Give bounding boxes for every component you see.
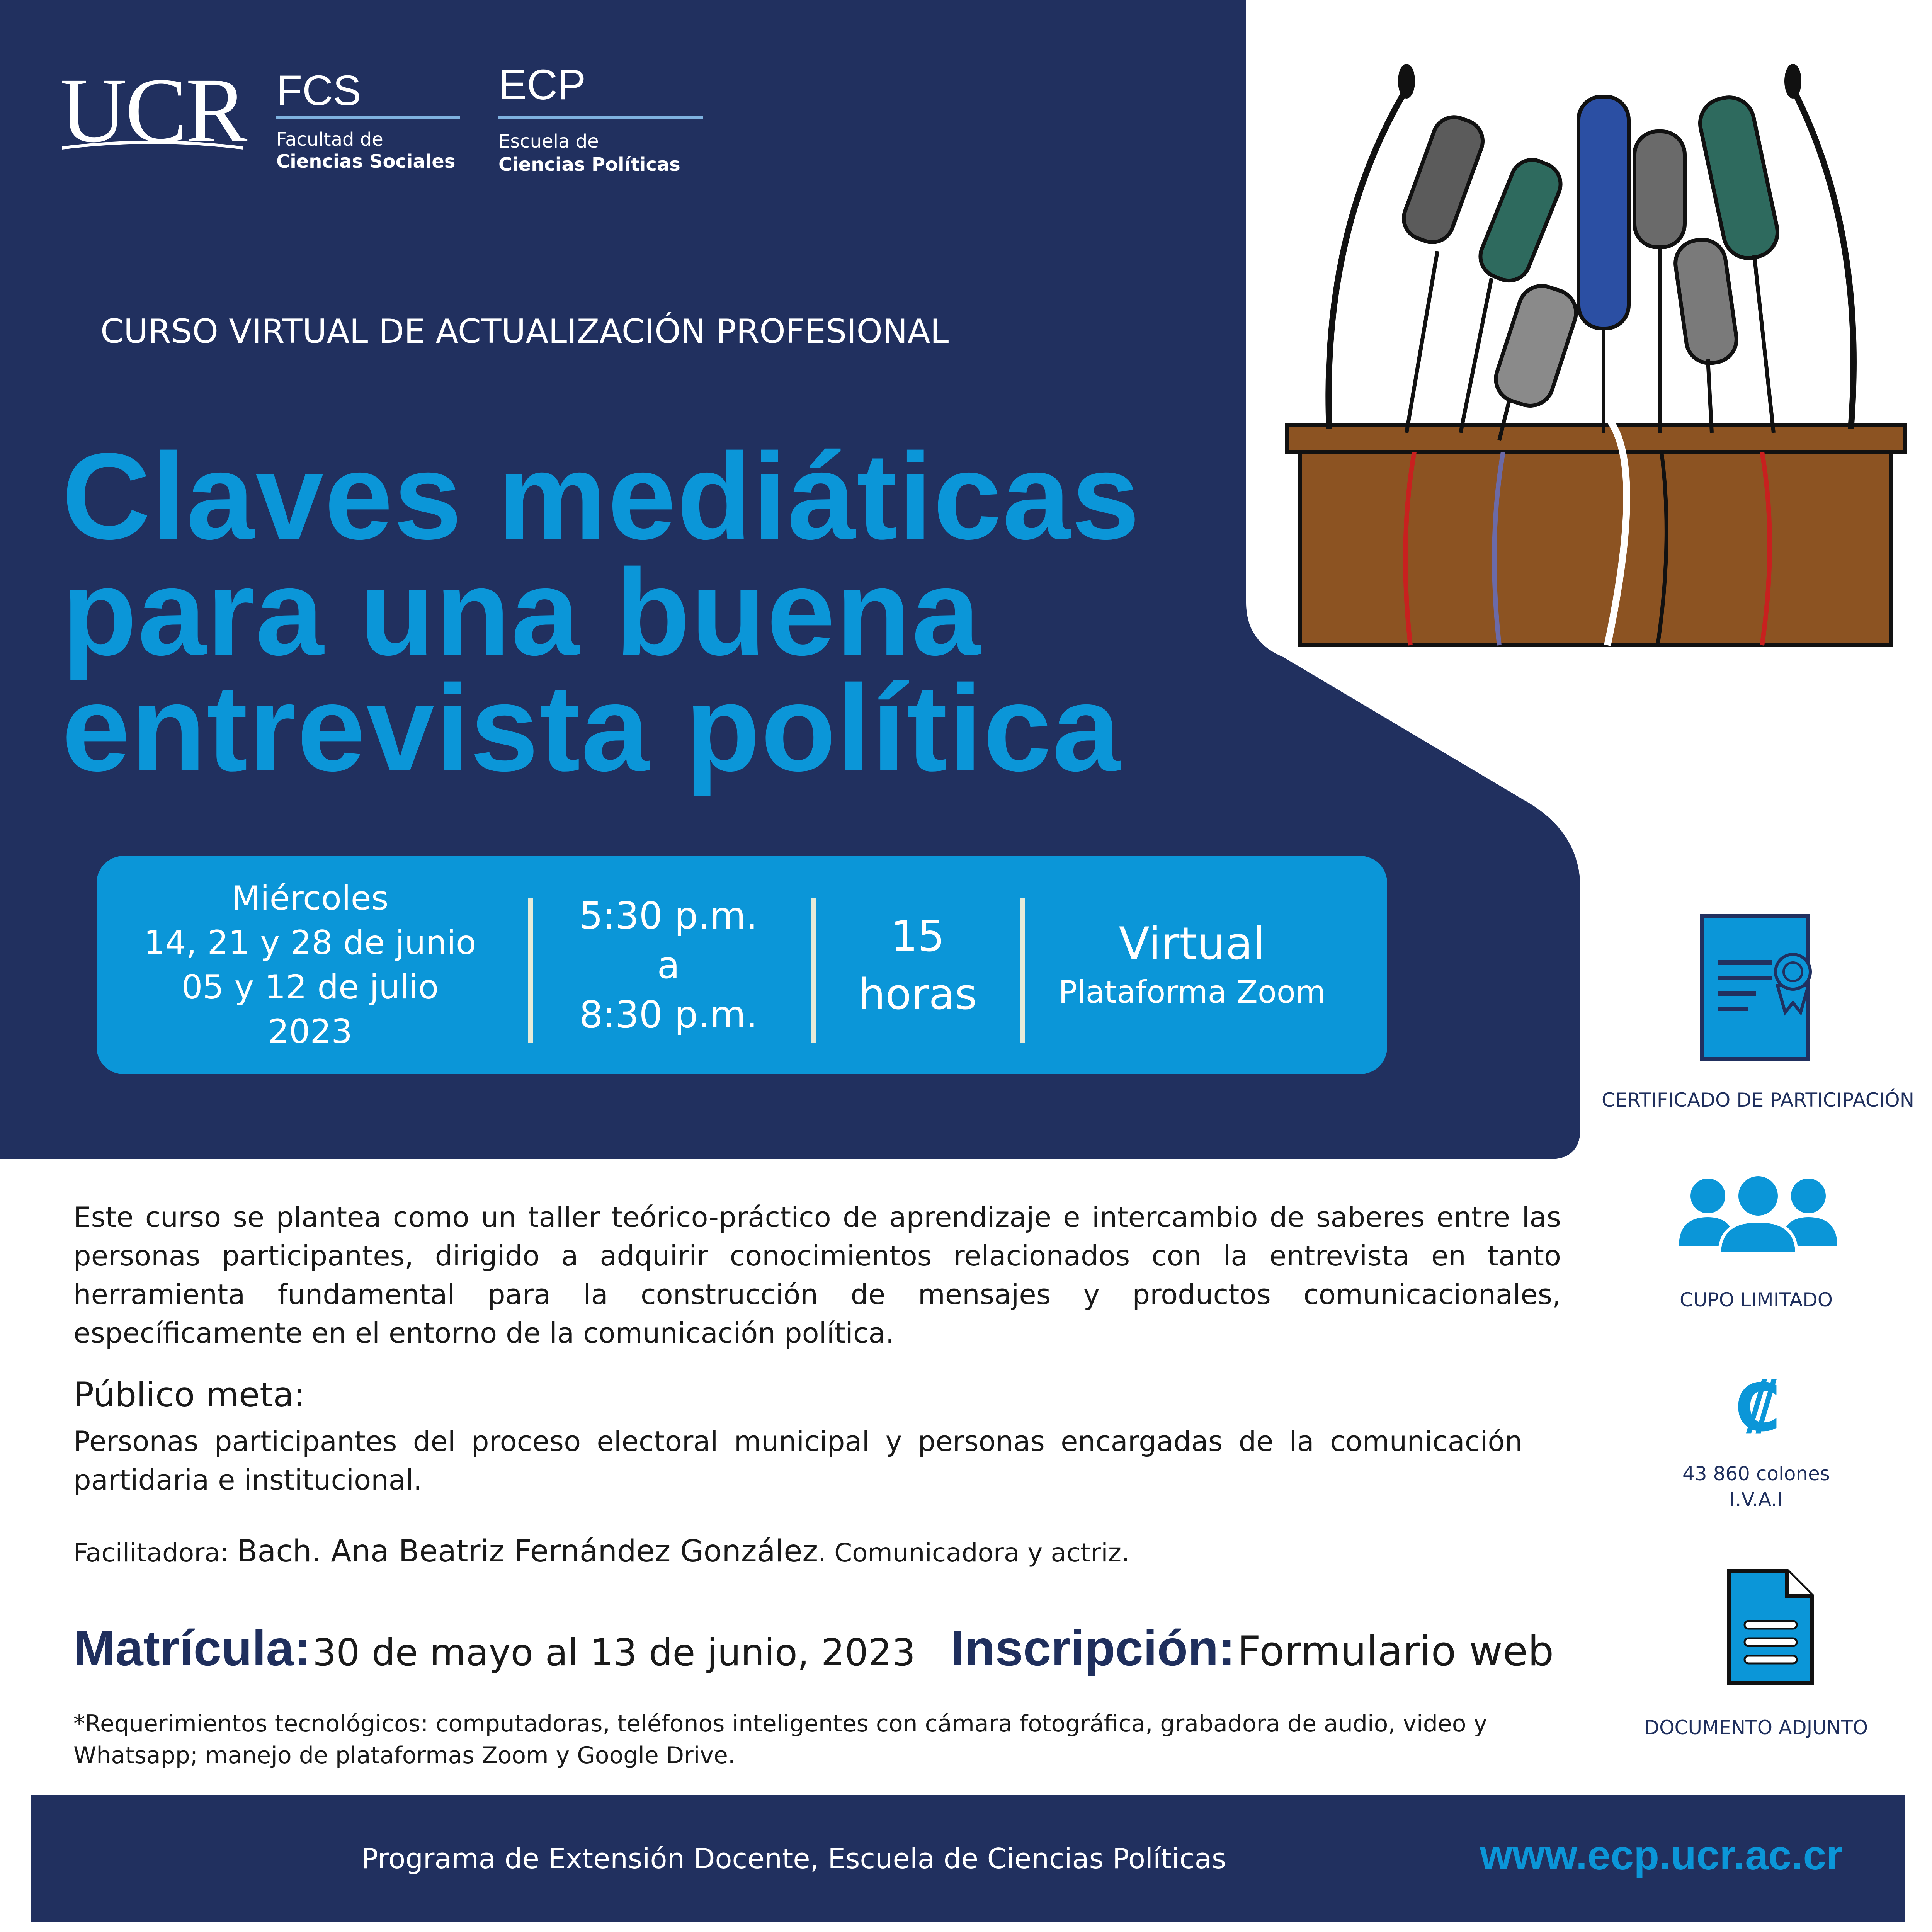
- ucr-logo: UCR: [60, 59, 246, 162]
- certificate-label: CERTIFICADO DE PARTICIPACIÓN: [1602, 1089, 1915, 1111]
- footer-program: Programa de Extensión Docente, Escuela de Ciencias Políticas: [361, 1842, 1226, 1875]
- dates-july: 05 y 12 de julio: [181, 968, 439, 1007]
- schedule-box: [97, 856, 1387, 1074]
- hours-number: 15: [891, 911, 945, 961]
- separator: [1020, 898, 1025, 1043]
- title-line: Claves mediáticas: [62, 428, 1141, 565]
- facilitator-desc: . Comunicadora y actriz.: [818, 1538, 1130, 1568]
- dates-june: 14, 21 y 28 de junio: [144, 923, 476, 962]
- fcs-abbr: FCS: [276, 67, 361, 114]
- time-end: 8:30 p.m.: [579, 993, 758, 1036]
- registration-form-link[interactable]: Formulario web: [1237, 1628, 1554, 1675]
- course-type: CURSO VIRTUAL DE ACTUALIZACIÓN PROFESIONAL: [100, 312, 949, 351]
- ecp-line2: Ciencias Políticas: [498, 154, 680, 175]
- year-text: 2023: [268, 1012, 352, 1051]
- price-text: 43 860 colones: [1682, 1463, 1830, 1485]
- ecp-rule: [498, 116, 703, 119]
- enrollment-label: Matrícula:: [73, 1620, 311, 1676]
- tax-text: I.V.A.I: [1729, 1488, 1783, 1511]
- enrollment-line: [73, 1619, 915, 1677]
- hours-column: [817, 856, 1018, 1074]
- separator: [528, 898, 533, 1043]
- time-sep: a: [657, 943, 680, 987]
- course-title: [62, 428, 1141, 797]
- fcs-line1: Facultad de: [276, 129, 383, 150]
- days-text: Miércoles: [231, 879, 389, 918]
- audience-heading: Público meta:: [73, 1375, 306, 1415]
- course-description: Este curso se plantea como un taller teórico-práctico de aprendizaje e intercambio de saberes entre las personas participantes, dirigido a adquirir conocimientos relacionados con la entrevista en tanto herramienta fundamental para la construcción de mensajes y productos comunicacionales, específicamente en el entorno de la comunicación política.: [73, 1201, 1561, 1349]
- enrollment-dates: 30 de mayo al 13 de junio, 2023: [313, 1631, 916, 1674]
- mode-text: Virtual: [1119, 917, 1265, 970]
- hours-label: horas: [858, 969, 977, 1019]
- capacity-label: CUPO LIMITADO: [1679, 1289, 1833, 1311]
- facilitator-line: [73, 1534, 1129, 1569]
- mode-column: [1026, 856, 1358, 1074]
- document-label: DOCUMENTO ADJUNTO: [1644, 1716, 1868, 1739]
- ecp-abbr: ECP: [498, 61, 586, 109]
- title-line: para una buena: [62, 544, 981, 681]
- dates-column: [97, 856, 524, 1074]
- certificate-icon: [1698, 912, 1814, 1066]
- microphones-podium-illustration: [1287, 64, 1905, 645]
- colon-currency-icon: ₡: [1735, 1370, 1781, 1446]
- facilitator-name: Bach. Ana Beatriz Fernández González: [237, 1534, 818, 1569]
- people-icon: [1677, 1175, 1839, 1256]
- fcs-rule: [276, 116, 460, 119]
- document-icon: [1725, 1567, 1816, 1687]
- registration-label: Inscripción:: [951, 1620, 1235, 1676]
- audience-text: Personas participantes del proceso electoral municipal y personas encargadas de la comunicación partidaria e institucional.: [73, 1425, 1522, 1496]
- facilitator-label: Facilitadora:: [73, 1538, 229, 1568]
- fcs-line2: Ciencias Sociales: [276, 151, 456, 172]
- registration-line: [951, 1619, 1554, 1677]
- time-start: 5:30 p.m.: [579, 894, 758, 937]
- time-column: [535, 856, 802, 1074]
- ecp-line1: Escuela de: [498, 131, 599, 152]
- platform-text: Plataforma Zoom: [1058, 974, 1326, 1010]
- separator: [811, 898, 816, 1043]
- website-link[interactable]: www.ecp.ucr.ac.cr: [1480, 1832, 1843, 1878]
- title-line: entrevista política: [62, 660, 1121, 797]
- ucr-logo-swoosh: [62, 138, 243, 150]
- tech-requirements: *Requerimientos tecnológicos: computadoras, teléfonos inteligentes con cámara fotográfica, grabadora de audio, video y Whatsapp; manejo de plataformas Zoom y Google Drive.: [73, 1710, 1488, 1769]
